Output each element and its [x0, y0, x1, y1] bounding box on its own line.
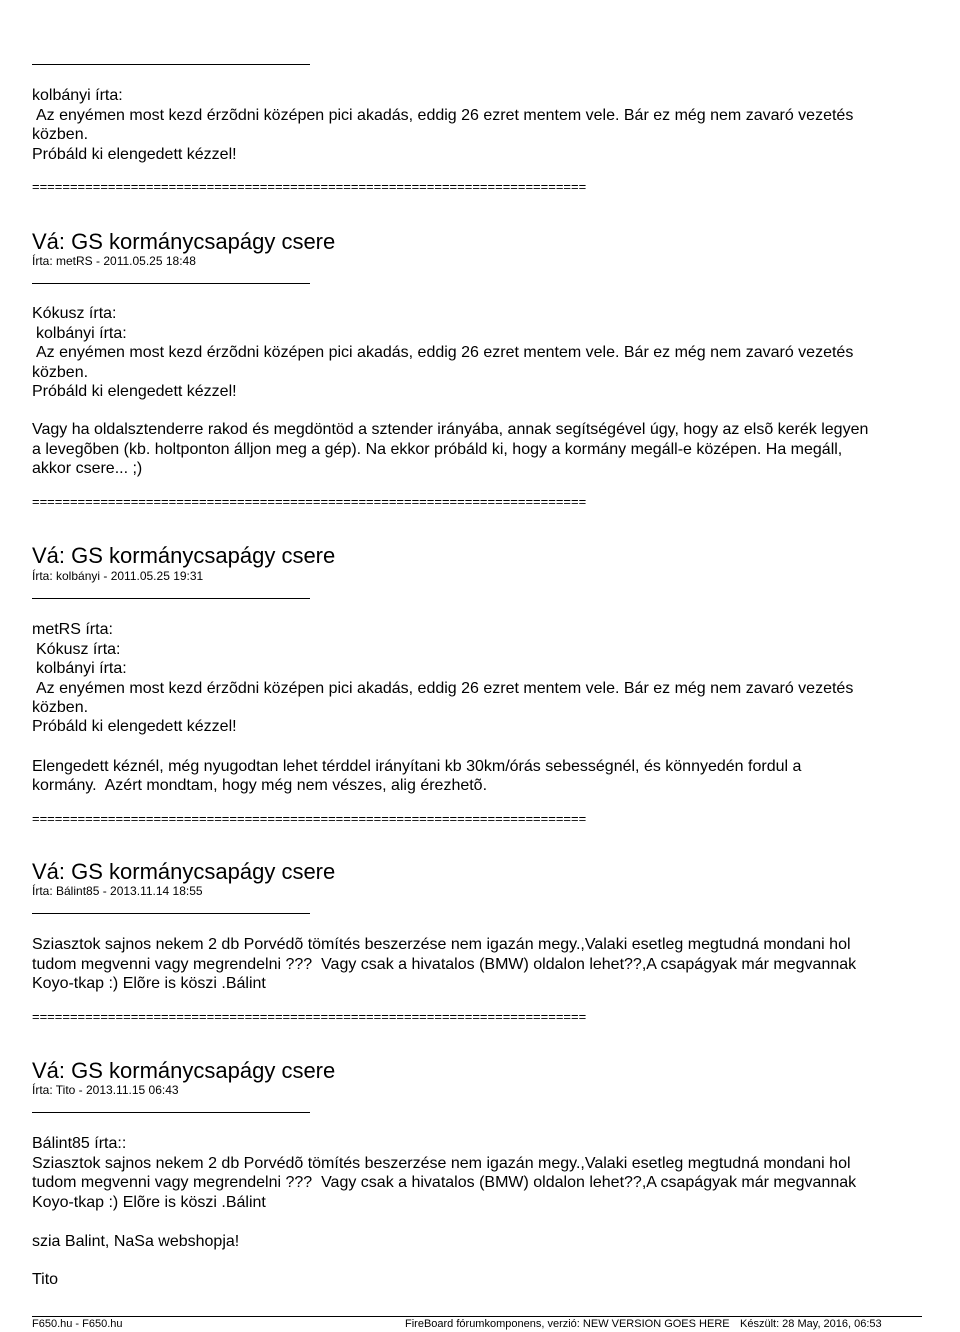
quote-author: Kókusz írta: — [36, 641, 121, 658]
post-divider — [32, 913, 310, 914]
post-signature: Tito — [32, 1271, 59, 1288]
post-title: Vá: GS kormánycsapágy csere — [32, 1058, 336, 1083]
quote-text: közben. — [32, 364, 89, 381]
quote-text: Próbáld ki elengedett kézzel! — [32, 383, 237, 400]
post-separator: ========================================================================= — [32, 495, 587, 509]
post-text: akkor csere... ;) — [32, 460, 143, 477]
quote-author: kolbányi írta: — [32, 87, 123, 104]
footer-site: F650.hu - F650.hu — [32, 1318, 123, 1330]
post-separator: ========================================================================= — [32, 1010, 587, 1024]
post-text: Koyo-tkap :) Elõre is köszi .Bálint — [32, 1194, 266, 1211]
post-meta: Írta: metRS - 2011.05.25 18:48 — [32, 254, 196, 268]
quote-author: kolbányi írta: — [36, 660, 127, 677]
post-text: kormány. Azért mondtam, hogy még nem vészes, alig érezhetõ. — [32, 777, 488, 794]
post-text: tudom megvenni vagy megrendelni ??? Vagy csak a hivatalos (BMW) oldalon lehet??,A csapágyak már megvannak — [32, 956, 857, 973]
post-text: a levegõben (kb. holtponton álljon meg a gép). Na ekkor próbáld ki, hogy a kormány megáll-e középen. Ha megáll, — [32, 441, 843, 458]
post-title: Vá: GS kormánycsapágy csere — [32, 229, 336, 254]
post-text: Vagy ha oldalsztenderre rakod és megdöntöd a sztender irányába, annak segítségével úgy, hogy az elsõ kerék legyen — [32, 421, 869, 438]
quote-text: közben. — [32, 699, 89, 716]
post-separator: ========================================================================= — [32, 812, 587, 826]
post-meta: Írta: Tito - 2013.11.15 06:43 — [32, 1083, 179, 1097]
post-divider — [32, 1112, 310, 1113]
quote-text: Az enyémen most kezd érzõdni középen pici akadás, eddig 26 ezret mentem vele. Bár ez még nem zavaró vezetés — [36, 344, 854, 361]
post-text: Elengedett kéznél, még nyugodtan lehet térddel irányítani kb 30km/órás sebességnél, és könnyedén fordul a — [32, 758, 802, 775]
post-meta: Írta: Bálint85 - 2013.11.14 18:55 — [32, 884, 203, 898]
post-text: Sziasztok sajnos nekem 2 db Porvédõ tömítés beszerzése nem igazán megy.,Valaki esetleg megtudná mondani hol — [32, 936, 851, 953]
post-text: Sziasztok sajnos nekem 2 db Porvédõ tömítés beszerzése nem igazán megy.,Valaki esetleg megtudná mondani hol — [32, 1155, 851, 1172]
quote-text: Próbáld ki elengedett kézzel! — [32, 146, 237, 163]
quote-author: kolbányi írta: — [36, 325, 127, 342]
quote-author: Kókusz írta: — [32, 305, 117, 322]
quote-author: metRS írta: — [32, 621, 113, 638]
post-divider — [32, 598, 310, 599]
footer-component: FireBoard fórumkomponens, verzió: NEW VERSION GOES HERE — [405, 1318, 730, 1330]
post-divider — [32, 64, 310, 65]
post-title: Vá: GS kormánycsapágy csere — [32, 859, 336, 884]
post-text: tudom megvenni vagy megrendelni ??? Vagy csak a hivatalos (BMW) oldalon lehet??,A csapágyak már megvannak — [32, 1174, 857, 1191]
quote-author: Bálint85 írta:: — [32, 1135, 127, 1152]
quote-text: Próbáld ki elengedett kézzel! — [32, 718, 237, 735]
footer-generated: Készült: 28 May, 2016, 06:53 — [740, 1318, 882, 1330]
quote-text: közben. — [32, 126, 89, 143]
post-title: Vá: GS kormánycsapágy csere — [32, 543, 336, 568]
post-text: szia Balint, NaSa webshopja! — [32, 1233, 240, 1250]
post-separator: ========================================================================= — [32, 180, 587, 194]
post-text: Koyo-tkap :) Elõre is köszi .Bálint — [32, 975, 266, 992]
quote-text: Az enyémen most kezd érzõdni középen pici akadás, eddig 26 ezret mentem vele. Bár ez még nem zavaró vezetés — [36, 107, 854, 124]
quote-text: Az enyémen most kezd érzõdni középen pici akadás, eddig 26 ezret mentem vele. Bár ez még nem zavaró vezetés — [36, 680, 854, 697]
post-divider — [32, 283, 310, 284]
footer-divider — [32, 1316, 922, 1317]
post-meta: Írta: kolbányi - 2011.05.25 19:31 — [32, 569, 204, 583]
